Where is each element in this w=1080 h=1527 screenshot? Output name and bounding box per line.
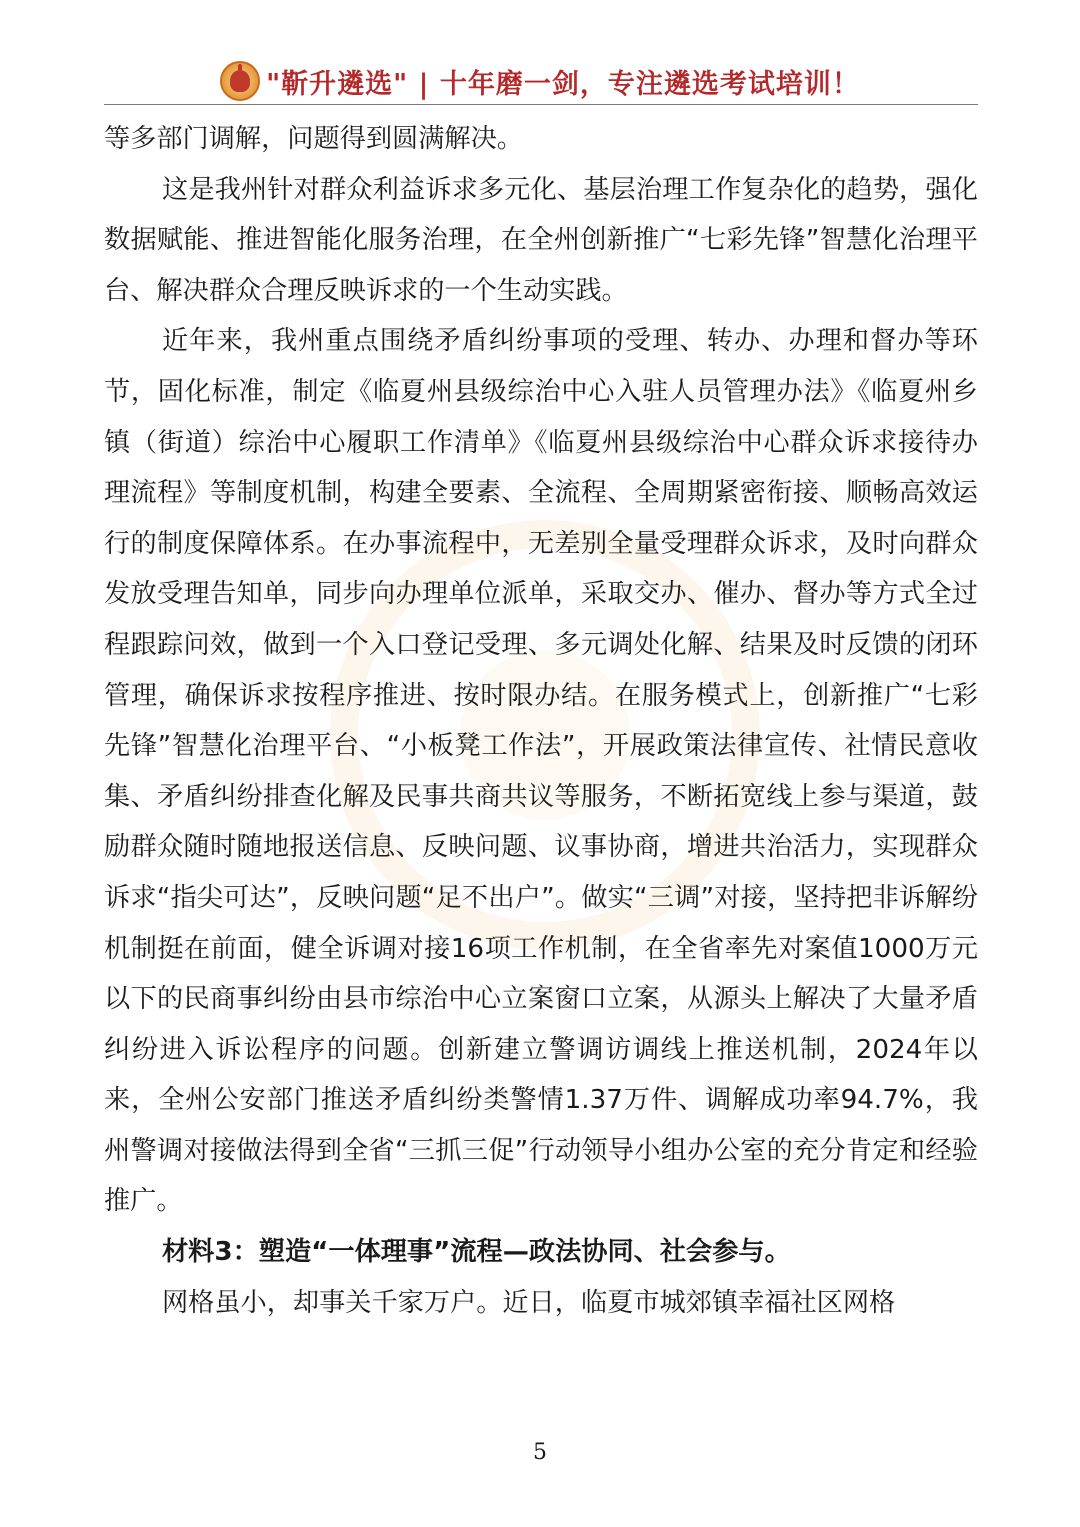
paragraph-3: 近年来，我州重点围绕矛盾纠纷事项的受理、转办、办理和督办等环节，固化标准，制定《临夏州县级综治中心入驻人员管理办法》《临夏州乡镇（街道）综治中心履职工作清单》《临夏州县级综治中心群众诉求接待办理流程》等制度机制，构建全要素、全流程、全周期紧密衔接、顺畅高效运行的制度保障体系。在办事流程中，无差别全量受理群众诉求，及时向群众发放受理告知单，同步向办理单位派单，采取交办、催办、督办等方式全过程跟踪问效，做到一个入口登记受理、多元调处化解、结果及时反馈的闭环管理，确保诉求按程序推进、按时限办结。在服务模式上，创新推广“七彩先锋”智慧化治理平台、“小板凳工作法”，开展政策法律宣传、社情民意收集、矛盾纠纷排查化解及民事共商共议等服务，不断拓宽线上参与渠道，鼓励群众随时随地报送信息、反映问题、议事协商，增进共治活力，实现群众诉求“指尖可达”，反映问题“足不出户”。做实“三调”对接，坚持把非诉解纷机制挺在前面，健全诉调对接16项工作机制，在全省率先对案值1000万元以下的民商事纠纷由县市综治中心立案窗口立案，从源头上解决了大量矛盾纠纷进入诉讼程序的问题。创新建立警调访调线上推送机制，2024年以来，全州公安部门推送矛盾纠纷类警情1.37万件、调解成功率94.7%，我州警调对接做法得到全省“三抓三促”行动领导小组办公室的充分肯定和经验推广。 [104,326,978,1217]
paragraph-5: 网格虽小，却事关千家万户。近日，临夏市城郊镇幸福社区网格 [162,1287,896,1318]
header-title: "靳升遴选" | 十年磨一剑，专注遴选考试培训！ [266,68,860,100]
paragraph-1: 等多部门调解，问题得到圆满解决。 [104,124,523,154]
header-divider [104,104,978,105]
paragraph-2: 这是我州针对群众利益诉求多元化、基层治理工作复杂化的趋势，强化数据赋能、推进智能化服务治理，在全州创新推广“七彩先锋”智慧化治理平台、解决群众合理反映诉求的一个生动实践。 [104,174,978,306]
material-3-heading: 材料3：塑造“一体理事”流程—政法协同、社会参与。 [162,1237,791,1268]
logo-icon [220,61,260,101]
page-number: 5 [533,1440,547,1465]
page-header [0,58,1080,104]
document-body [104,114,978,1328]
